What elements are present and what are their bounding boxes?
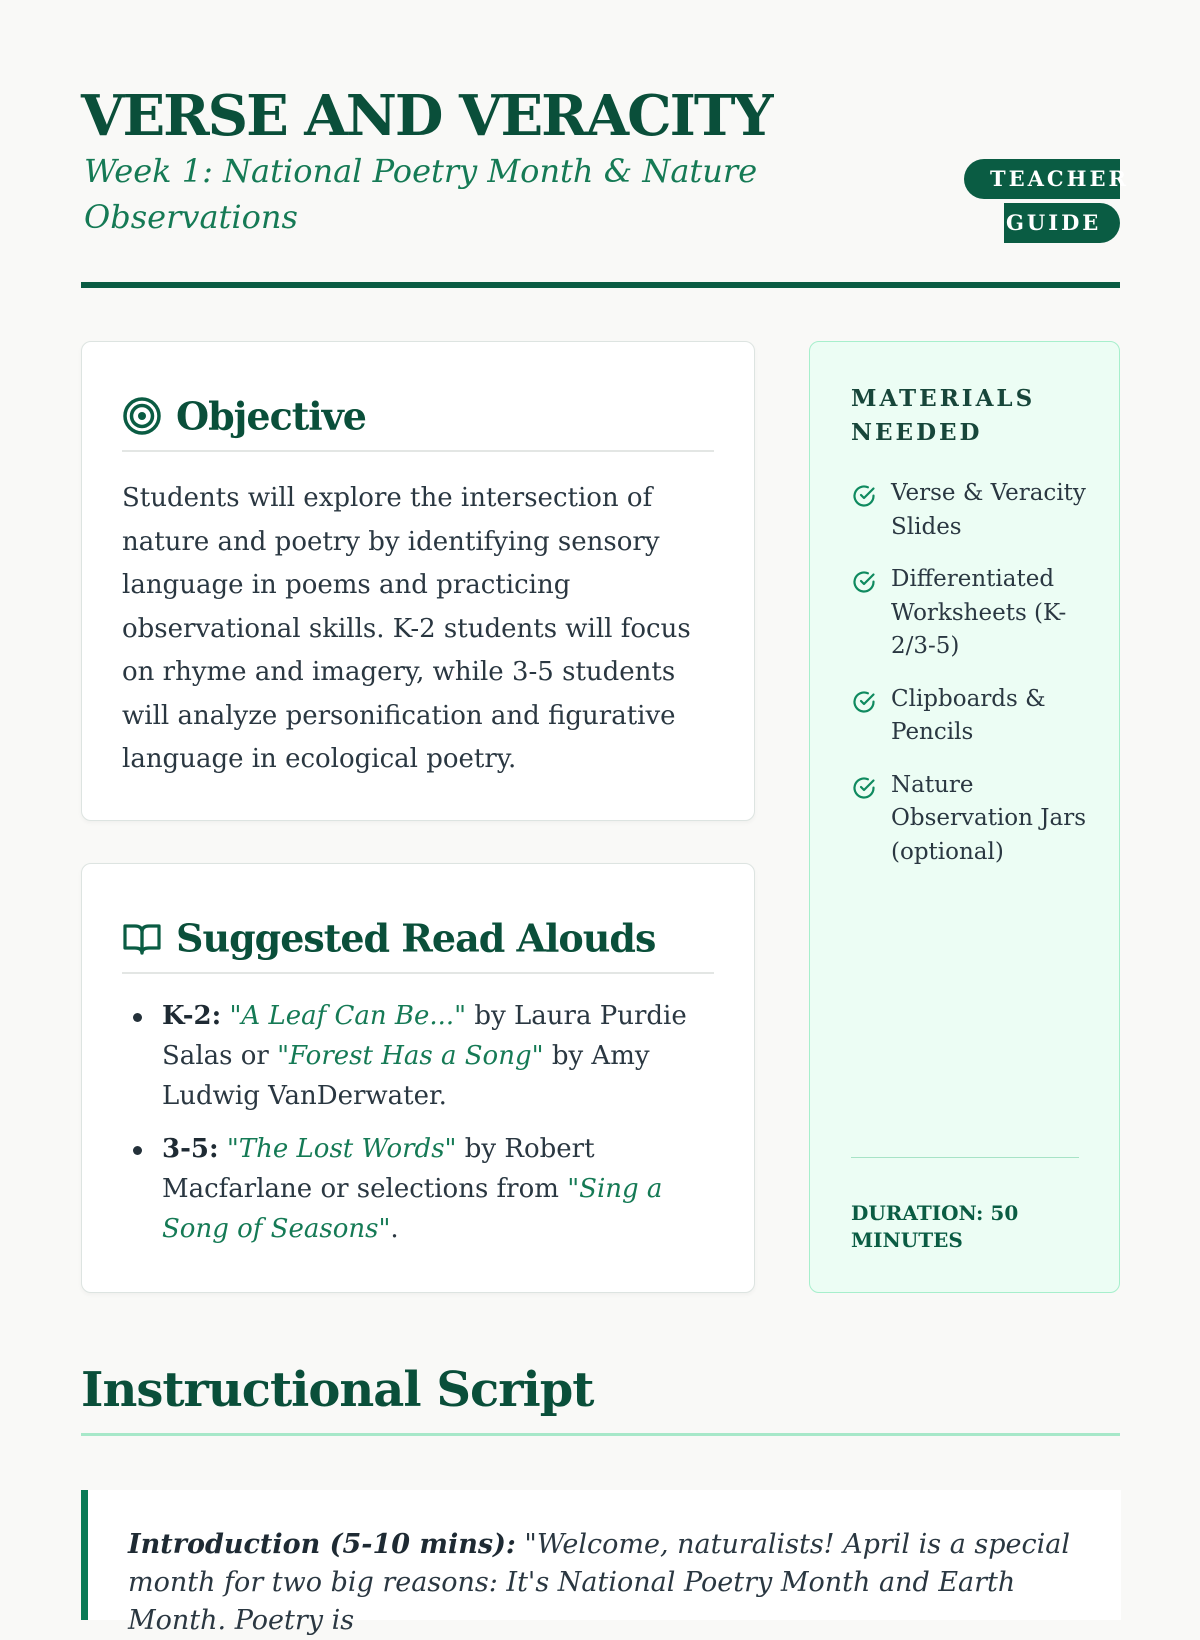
- material-label: Clipboards & Pencils: [891, 685, 1046, 745]
- list-item: [851, 477, 1091, 544]
- check-circle-icon: [851, 689, 877, 715]
- objective-text: Students will explore the intersection of nature and poetry by identifying sensory language in poems and practicing observational skills. K-2 students will focus on rhyme and imagery, while 3-5 students will analyze personification and figurative language in ecological poetry.: [122, 483, 691, 774]
- material-label: Differentiated Worksheets (K-2/3-5): [891, 566, 1067, 659]
- page-subtitle: Week 1: National Poetry Month & Nature Observations: [84, 152, 758, 236]
- script-intro-text: "Welcome, naturalists! April is a special month for two big reasons: It's National Poetry Month and Earth Month. Poetry is: [128, 1529, 1071, 1636]
- page-title: VERSE AND VERACITY: [81, 83, 772, 149]
- list-item: [122, 996, 722, 1116]
- badge-line-2: GUIDE: [1004, 203, 1120, 243]
- duration-label: DURATION: 50 MINUTES: [851, 1201, 1019, 1252]
- divider: [851, 1157, 1079, 1158]
- list-item: [851, 683, 1091, 750]
- read-alouds-header: [122, 904, 714, 974]
- badge-line-1: TEACHER: [964, 159, 1120, 199]
- grade-label: K-2:: [162, 1001, 222, 1031]
- read-alouds-heading: Suggested Read Alouds: [176, 915, 656, 961]
- script-intro-label: Introduction (5-10 mins):: [128, 1529, 516, 1560]
- read-alouds-list: [122, 996, 722, 1262]
- material-label: Nature Observation Jars (optional): [891, 771, 1086, 865]
- list-item: [851, 769, 1091, 870]
- book-title: "Forest Has a Song": [277, 1041, 544, 1071]
- materials-panel: [809, 341, 1120, 1293]
- book-author: by Laura Purdie Salas or: [162, 1001, 687, 1071]
- script-text: [128, 1526, 1088, 1640]
- script-heading: Instructional Script: [81, 1362, 594, 1418]
- objective-card: [81, 341, 755, 821]
- lesson-page: [81, 0, 1129, 1636]
- list-item: [122, 1129, 722, 1249]
- list-item: [851, 563, 1091, 664]
- check-circle-icon: [851, 569, 877, 595]
- book-title: "A Leaf Can Be...": [229, 1001, 467, 1031]
- open-book-icon: [122, 918, 162, 958]
- book-author: by Robert Macfarlane or selections from: [162, 1134, 595, 1204]
- check-circle-icon: [851, 483, 877, 509]
- page-header: [81, 0, 1129, 288]
- objective-heading: Objective: [176, 393, 366, 439]
- materials-list: [851, 477, 1091, 888]
- read-alouds-card: [81, 863, 755, 1293]
- script-section-header: [81, 1362, 1120, 1436]
- target-icon: [122, 396, 162, 436]
- materials-heading: MATERIALS NEEDED: [851, 385, 1036, 446]
- check-circle-icon: [851, 775, 877, 801]
- book-author: by Amy Ludwig VanDerwater.: [162, 1041, 650, 1111]
- grade-label: 3-5:: [162, 1134, 219, 1164]
- book-title: "The Lost Words": [226, 1134, 457, 1164]
- book-author: .: [390, 1214, 399, 1244]
- book-title: "Sing a Song of Seasons": [162, 1174, 663, 1244]
- material-label: Verse & Veracity Slides: [891, 480, 1086, 540]
- teacher-guide-badge: [964, 159, 1129, 243]
- script-block: [81, 1490, 1121, 1636]
- objective-header: [122, 382, 714, 452]
